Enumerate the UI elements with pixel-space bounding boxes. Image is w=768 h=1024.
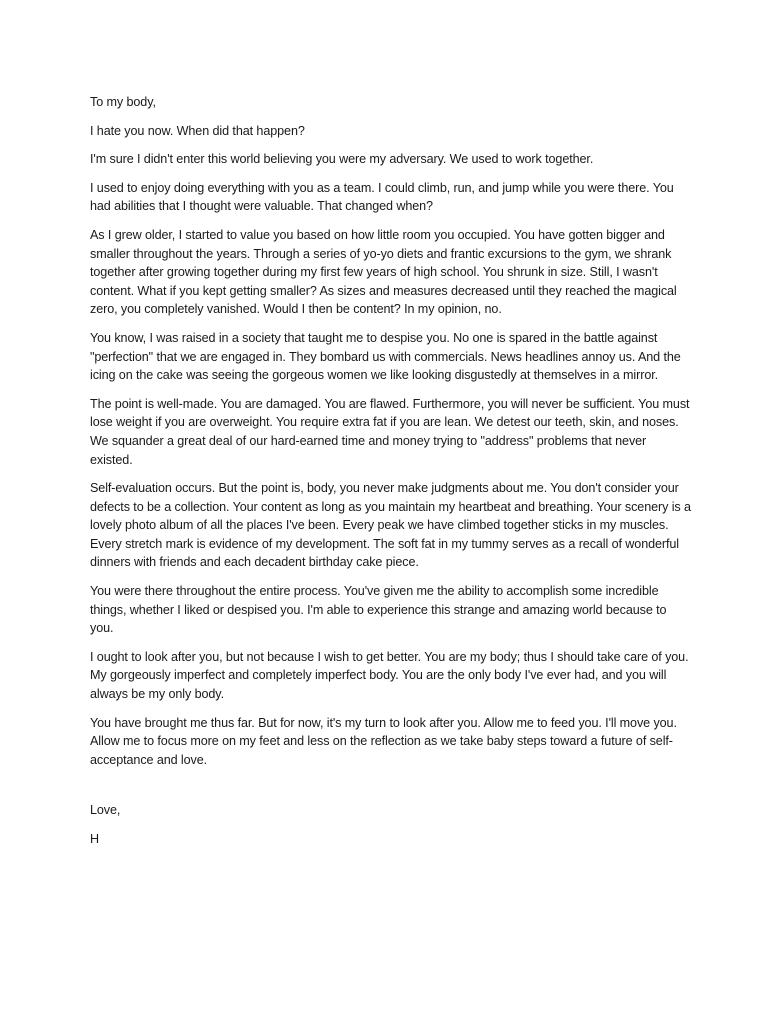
letter-paragraph: You were there throughout the entire process. You've given me the ability to accomplish some incredible things, whether I liked or despised you. I'm able to experience this strange and amazing world because to you.: [90, 584, 667, 636]
letter-salutation: To my body,: [90, 95, 156, 109]
letter-paragraph: I used to enjoy doing everything with you as a team. I could climb, run, and jump while you were there. You had abilities that I thought were valuable. That changed when?: [90, 180, 674, 214]
letter-paragraph: Self-evaluation occurs. But the point is, body, you never make judgments about me. You don't consider your defects to be a collection. Your content as long as you maintain my heartbeat and breathing. Your scenery is a lovely photo album of all the places I've been. Every peak we have climbed together sticks in my muscles. Every stretch mark is evidence of my development. The soft fat in my tummy serves as a recall of wonderful dinners with friends and each decadent birthday cake piece.: [90, 481, 691, 570]
letter-body: [90, 93, 692, 859]
letter-paragraph: You know, I was raised in a society that taught me to despise you. No one is spared in the battle against "perfection" that we are engaged in. They bombard us with commercials. News headlines annoy us. And the icing on the cake was seeing the gorgeous women we like looking disgustedly at themselves in a mirror.: [90, 330, 681, 383]
letter-paragraph: I'm sure I didn't enter this world believing you were my adversary. We used to work together.: [90, 152, 594, 167]
letter-paragraph: I hate you now. When did that happen?: [90, 123, 305, 138]
letter-paragraph: You have brought me thus far. But for now, it's my turn to look after you. Allow me to feed you. I'll move you. Allow me to focus more on my feet and less on the reflection as we take baby steps toward a future of self-acceptance and love.: [90, 715, 677, 767]
letter-paragraph: I ought to look after you, but not because I wish to get better. You are my body; thus I should take care of you. My gorgeously imperfect and completely imperfect body. You are the only body I've ever had, and you will always be my only body.: [90, 649, 689, 702]
letter-paragraph: As I grew older, I started to value you based on how little room you occupied. You have gotten bigger and smaller throughout the years. Through a series of yo-yo diets and frantic excursions to the gym, we shrank together after growing together during my first few years of high school. You shrunk in size. Still, I wasn't content. What if you kept getting smaller? As sizes and measures decreased until they reached the magical zero, you completely vanished. Would I then be content? In my opinion, no.: [90, 227, 677, 317]
closing-spacer: [90, 779, 692, 801]
letter-paragraph: The point is well-made. You are damaged. You are flawed. Furthermore, you will never be sufficient. You must lose weight if you are overweight. You require extra fat if you are lean. We detest our teeth, skin, and noses. We squander a great deal of our hard-earned time and money trying to "address" problems that never existed.: [90, 396, 690, 467]
letter-signature: H: [90, 832, 99, 846]
letter-closing: Love,: [90, 803, 121, 818]
